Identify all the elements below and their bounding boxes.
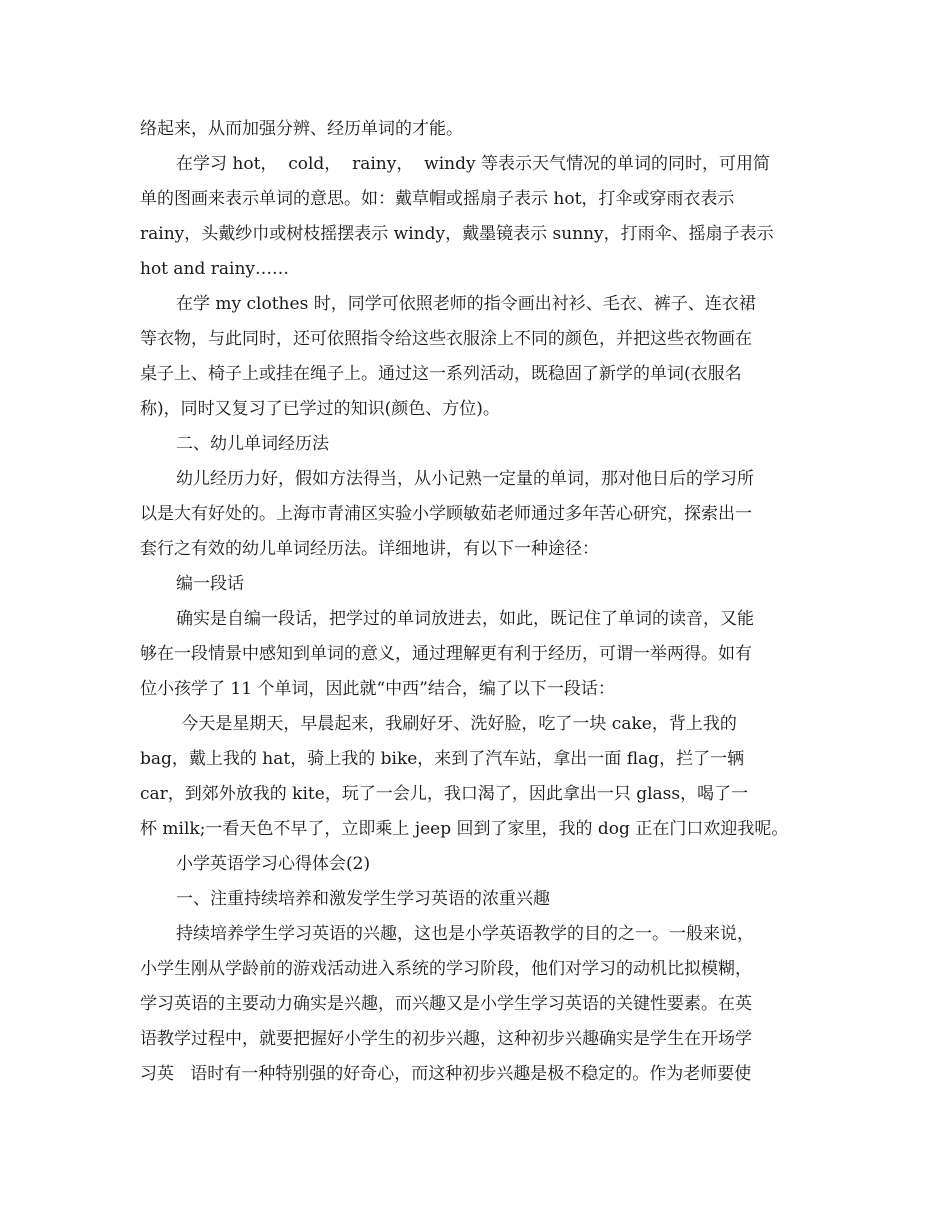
text-line: 一、注重持续培养和激发学生学习英语的浓重兴趣: [176, 889, 550, 909]
text-line: 单的图画来表示单词的意思。如：戴草帽或摇扇子表示 hot，打伞或穿雨衣表示: [140, 189, 735, 209]
text-line: 二、幼儿单词经历法: [176, 434, 329, 454]
text-line: 杯 milk;一看天色不早了，立即乘上 jeep 回到了家里，我的 dog 正在门口欢迎我呢。: [140, 819, 789, 839]
text-line: 习英 语时有一种特别强的好奇心，而这种初步兴趣是极不稳定的。作为老师要使: [140, 1064, 752, 1084]
text-line: 等衣物，与此同时，还可依照指令给这些衣服涂上不同的颜色，并把这些衣物画在: [140, 329, 752, 349]
text-line: 今天是星期天，早晨起来，我刷好牙、洗好脸，吃了一块 cake，背上我的: [176, 714, 737, 734]
text-line: 在学习 hot， cold， rainy， windy 等表示天气情况的单词的同时，可用简: [176, 154, 770, 174]
text-line: 语教学过程中，就要把握好小学生的初步兴趣，这种初步兴趣确实是学生在开场学: [140, 1029, 752, 1049]
text-line: 络起来，从而加强分辨、经历单词的才能。: [140, 119, 463, 139]
text-line: 确实是自编一段话，把学过的单词放进去，如此，既记住了单词的读音，又能: [176, 609, 754, 629]
text-line: 编一段话: [176, 574, 244, 594]
text-line: 位小孩学了 11 个单词，因此就“中西”结合，编了以下一段话：: [140, 679, 615, 699]
text-line: 以是大有好处的。上海市青浦区实验小学顾敏茹老师通过多年苦心研究，探索出一: [140, 504, 752, 524]
document-body: [140, 112, 815, 1092]
text-line: 小学生刚从学龄前的游戏活动进入系统的学习阶段，他们对学习的动机比拟模糊，: [140, 959, 752, 979]
text-line: bag，戴上我的 hat，骑上我的 bike，来到了汽车站，拿出一面 flag，拦了一辆: [140, 749, 745, 769]
text-line: car，到郊外放我的 kite，玩了一会儿，我口渴了，因此拿出一只 glass，喝了一: [140, 784, 749, 804]
text-line: rainy，头戴纱巾或树枝摇摆表示 windy，戴墨镜表示 sunny，打雨伞、摇扇子表示: [140, 224, 774, 244]
text-line: 持续培养学生学习英语的兴趣，这也是小学英语教学的目的之一。一般来说，: [176, 924, 754, 944]
text-line: 够在一段情景中感知到单词的意义，通过理解更有利于经历，可谓一举两得。如有: [140, 644, 752, 664]
text-line: 称)，同时又复习了已学过的知识(颜色、方位)。: [140, 399, 500, 419]
text-line: 在学 my clothes 时，同学可依照老师的指令画出衬衫、毛衣、裤子、连衣裙: [176, 294, 756, 314]
text-line: 幼儿经历力好，假如方法得当，从小记熟一定量的单词，那对他日后的学习所: [176, 469, 754, 489]
text-line: 学习英语的主要动力确实是兴趣，而兴趣又是小学生学习英语的关键性要素。在英: [140, 994, 752, 1014]
text-line: 桌子上、椅子上或挂在绳子上。通过这一系列活动，既稳固了新学的单词(衣服名: [140, 364, 742, 384]
text-line: 小学英语学习心得体会(2): [176, 854, 371, 874]
text-line: 套行之有效的幼儿单词经历法。详细地讲，有以下一种途径：: [140, 539, 599, 559]
text-line: hot and rainy……: [140, 259, 290, 279]
